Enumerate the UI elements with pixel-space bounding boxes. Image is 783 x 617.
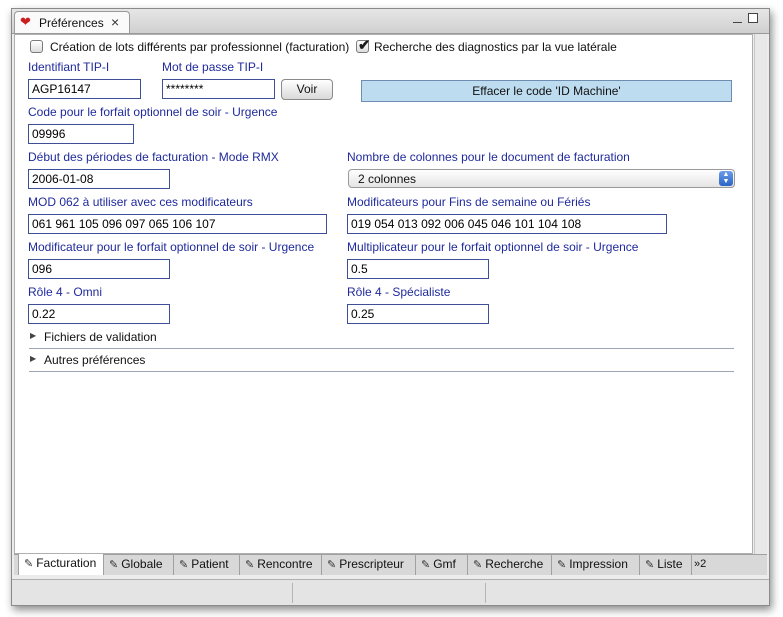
pencil-icon: ✎	[24, 558, 34, 570]
tab-globale[interactable]	[104, 555, 174, 575]
tip-id-input[interactable]	[28, 79, 141, 99]
tab-gmf[interactable]	[416, 555, 468, 575]
pencil-icon: ✎	[645, 559, 655, 571]
pencil-icon: ✎	[327, 559, 337, 571]
nb-colonnes-value: 2 colonnes	[358, 172, 417, 186]
preferences-window	[11, 8, 770, 606]
preferences-tabs	[14, 554, 767, 575]
section-autres-preferences[interactable]	[29, 351, 734, 371]
mod-fins-label: Modificateurs pour Fins de semaine ou Fériés	[347, 195, 591, 209]
lots-label: Création de lots différents par professionnel (facturation)	[50, 40, 350, 54]
maximize-icon[interactable]	[748, 13, 758, 23]
status-divider	[292, 583, 293, 603]
section-divider	[29, 348, 734, 349]
pencil-icon: ✎	[179, 559, 189, 571]
mod-fins-input[interactable]	[347, 214, 667, 234]
tab-label: Facturation	[36, 556, 97, 570]
view-tab-bar	[12, 9, 769, 34]
mod062-input[interactable]	[28, 214, 327, 234]
mult-soir-input[interactable]	[347, 259, 489, 279]
tab-label: Prescripteur	[339, 557, 404, 571]
section-label: Autres préférences	[44, 353, 146, 367]
mod-soir-label: Modificateur pour le forfait optionnel de soir - Urgence	[28, 240, 315, 254]
code-soir-label: Code pour le forfait optionnel de soir - Urgence	[28, 105, 278, 119]
heart-icon: ❤	[20, 14, 31, 29]
status-bar	[12, 579, 769, 605]
tabs-overflow-button[interactable]: »2	[694, 558, 707, 570]
tab-facturation[interactable]	[18, 554, 104, 575]
tab-label: Gmf	[433, 557, 456, 571]
diag-checkbox[interactable]	[356, 37, 371, 54]
diag-label: Recherche des diagnostics par la vue latérale	[374, 40, 617, 54]
preferences-view-tab[interactable]	[14, 11, 130, 33]
lots-checkbox[interactable]	[30, 40, 43, 53]
role-omni-label: Rôle 4 - Omni	[28, 285, 103, 299]
section-fichiers-validation[interactable]	[29, 328, 734, 348]
voir-button[interactable]: Voir	[281, 79, 333, 100]
password-label: Mot de passe TIP-I	[162, 60, 264, 74]
tab-label: Patient	[191, 557, 229, 571]
mod062-label: MOD 062 à utiliser avec ces modificateurs	[28, 195, 253, 209]
tab-label: Rencontre	[257, 557, 313, 571]
nb-colonnes-label: Nombre de colonnes pour le document de facturation	[347, 150, 630, 164]
preferences-form	[14, 34, 753, 554]
checkmark-icon: ✔	[358, 37, 371, 54]
pencil-icon: ✎	[109, 559, 119, 571]
pencil-icon: ✎	[421, 559, 431, 571]
debut-periodes-label: Début des périodes de facturation - Mode RMX	[28, 150, 279, 164]
updown-arrows-icon: ▲ ▼	[719, 171, 733, 186]
mod-soir-input[interactable]	[28, 259, 170, 279]
pencil-icon: ✎	[557, 559, 567, 571]
tab-label: Recherche	[485, 557, 544, 571]
close-icon[interactable]: ×	[111, 14, 120, 30]
tab-patient[interactable]	[174, 555, 240, 575]
status-divider	[485, 583, 486, 603]
section-divider	[29, 371, 734, 372]
tab-rencontre[interactable]	[240, 555, 322, 575]
tip-id-label: Identifiant TIP-I	[28, 60, 110, 74]
tab-label: Impression	[569, 557, 628, 571]
tab-label: Liste	[657, 557, 683, 571]
section-label: Fichiers de validation	[44, 330, 157, 344]
vertical-scrollbar[interactable]	[754, 34, 767, 554]
debut-periodes-input[interactable]	[28, 169, 170, 189]
expand-arrow-icon[interactable]: ▶	[30, 331, 37, 340]
expand-arrow-icon[interactable]: ▶	[30, 354, 37, 363]
pencil-icon: ✎	[245, 559, 255, 571]
minimize-icon[interactable]	[733, 14, 742, 23]
password-input[interactable]	[162, 79, 275, 99]
tab-label: Globale	[121, 557, 163, 571]
tab-liste[interactable]	[640, 555, 692, 575]
tab-impression[interactable]	[552, 555, 640, 575]
role-spec-label: Rôle 4 - Spécialiste	[347, 285, 451, 299]
pencil-icon: ✎	[473, 559, 483, 571]
role-spec-input[interactable]	[347, 304, 489, 324]
tab-prescripteur[interactable]	[322, 555, 416, 575]
code-soir-input[interactable]	[28, 124, 134, 144]
role-omni-input[interactable]	[28, 304, 170, 324]
nb-colonnes-select[interactable]	[348, 169, 735, 188]
effacer-id-machine-button[interactable]: Effacer le code 'ID Machine'	[361, 80, 732, 102]
tab-recherche[interactable]	[468, 555, 552, 575]
view-title: Préférences	[39, 16, 104, 30]
mult-soir-label: Multiplicateur pour le forfait optionnel de soir - Urgence	[347, 240, 639, 254]
